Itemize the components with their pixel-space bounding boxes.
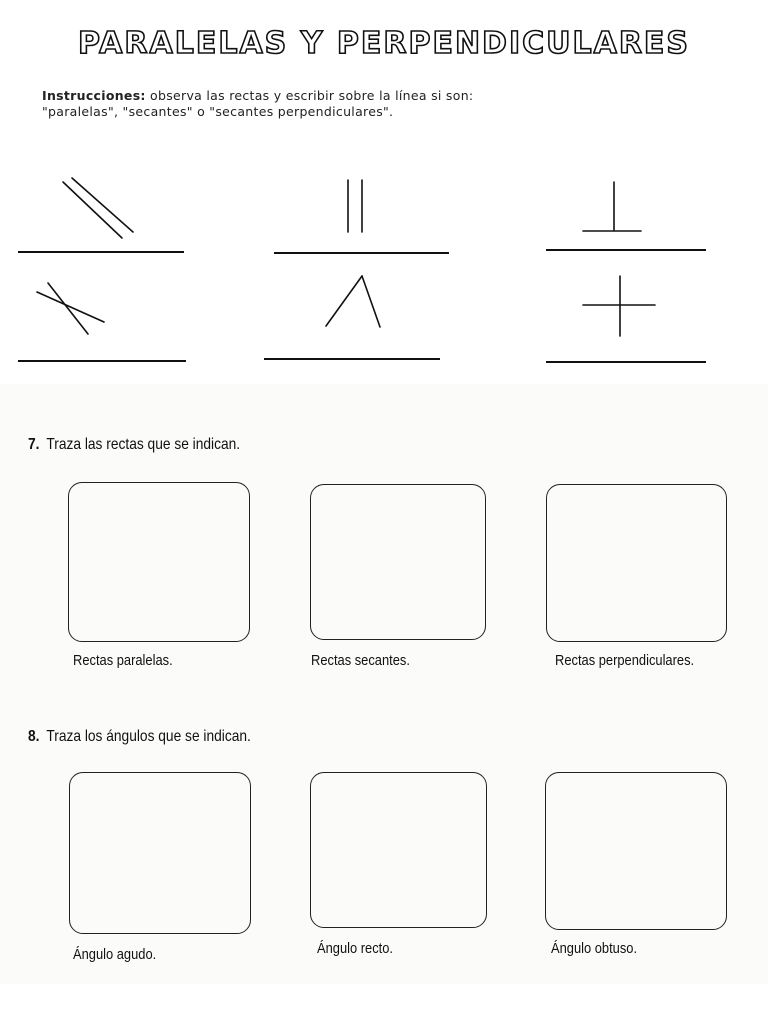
drawing-box-right[interactable] bbox=[310, 772, 487, 928]
worksheet-title: PARALELAS Y PERPENDICULARES bbox=[77, 26, 691, 61]
question-8-text: Traza los ángulos que se indican. bbox=[46, 728, 251, 745]
drawing-box-obtuse[interactable] bbox=[545, 772, 727, 930]
question-7-text: Traza las rectas que se indican. bbox=[46, 436, 241, 453]
instructions-line2: "paralelas", "secantes" o "secantes perpendiculares". bbox=[42, 104, 394, 119]
figure-perpendicular-cross bbox=[583, 276, 655, 336]
caption-parallel: Rectas paralelas. bbox=[73, 652, 173, 669]
question-7 bbox=[28, 436, 240, 454]
caption-acute: Ángulo agudo. bbox=[73, 946, 157, 963]
figure-perpendicular-t bbox=[583, 182, 641, 231]
question-8 bbox=[28, 728, 251, 746]
instructions-label: Instrucciones: bbox=[42, 88, 146, 103]
figure-parallel-vertical bbox=[348, 180, 362, 232]
caption-perpendicular: Rectas perpendiculares. bbox=[555, 652, 695, 669]
instructions-line1: observa las rectas y escribir sobre la línea si son: bbox=[145, 88, 474, 103]
question-8-number: 8. bbox=[28, 728, 40, 745]
figure-secant-x bbox=[37, 283, 104, 334]
figure-secant-angle bbox=[326, 276, 380, 327]
drawing-box-acute[interactable] bbox=[69, 772, 251, 934]
caption-right: Ángulo recto. bbox=[317, 940, 394, 957]
figure-parallel-diagonal bbox=[63, 178, 133, 238]
question-7-number: 7. bbox=[28, 436, 40, 453]
caption-obtuse: Ángulo obtuso. bbox=[551, 940, 638, 957]
caption-secant: Rectas secantes. bbox=[311, 652, 410, 669]
instructions bbox=[42, 88, 682, 120]
line-figures bbox=[0, 160, 768, 380]
drawing-box-parallel[interactable] bbox=[68, 482, 250, 642]
drawing-box-secant[interactable] bbox=[310, 484, 486, 640]
drawing-box-perpendicular[interactable] bbox=[546, 484, 727, 642]
